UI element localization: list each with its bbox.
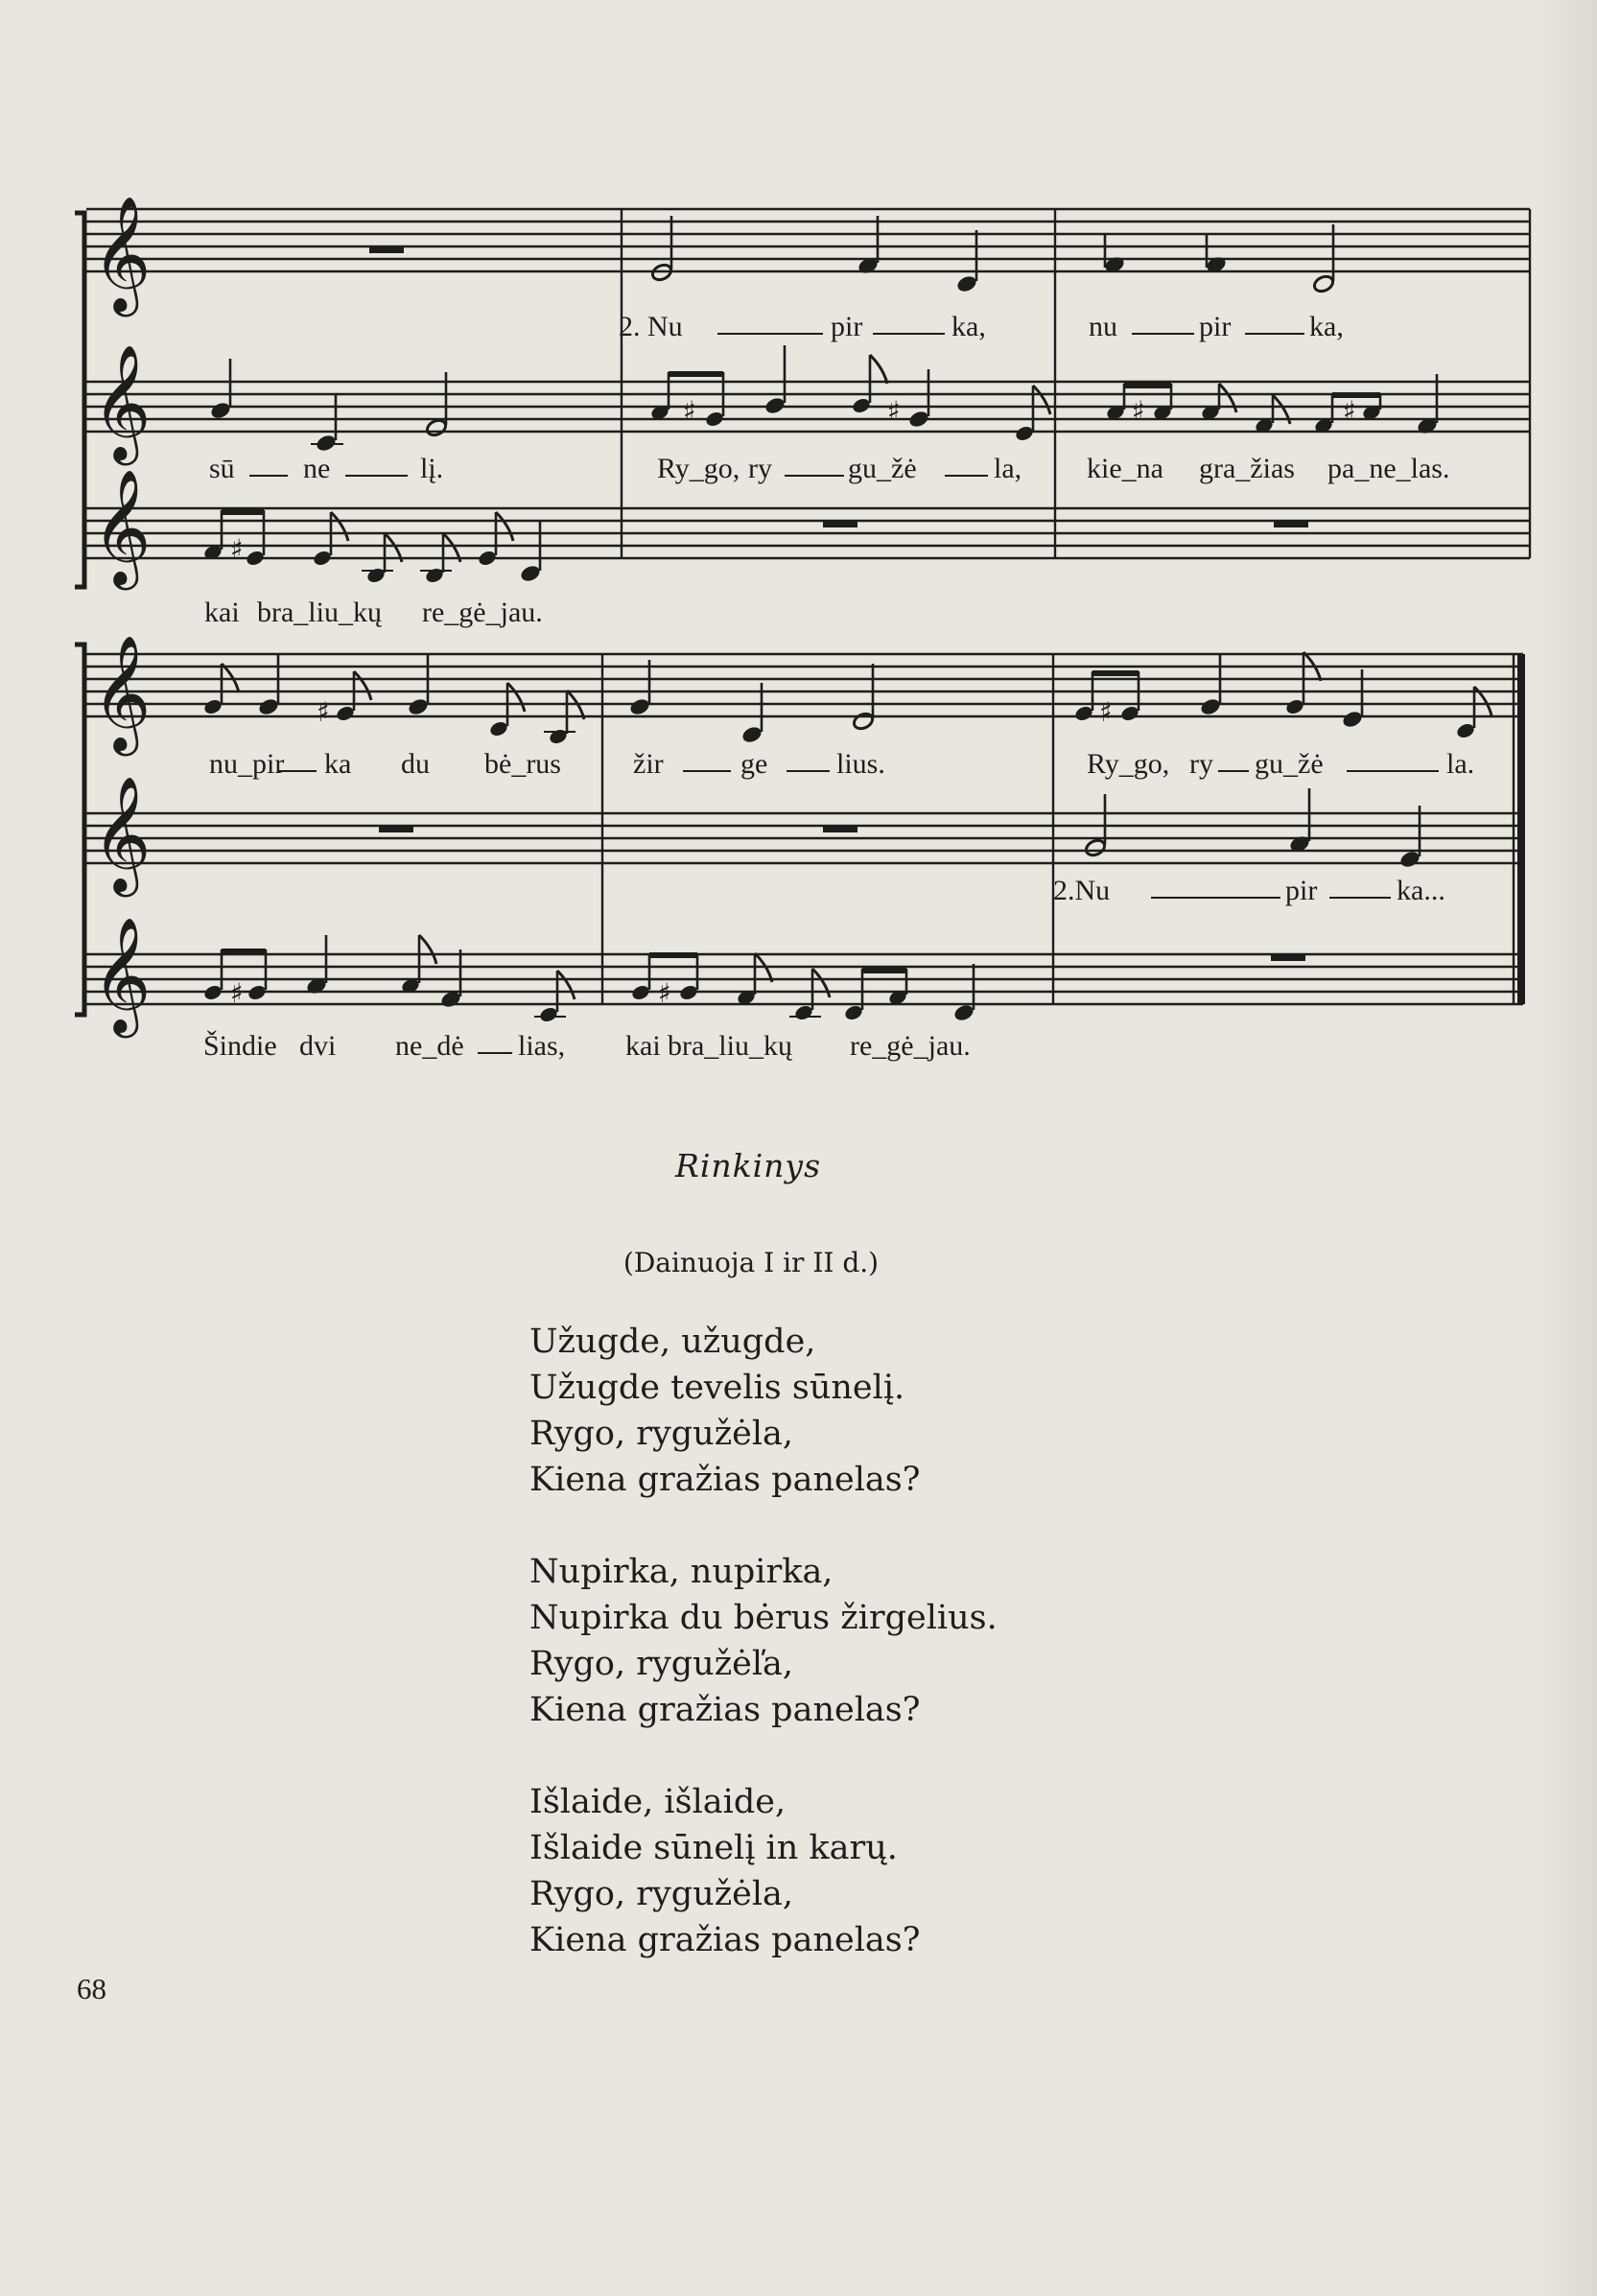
treble-clef-icon: 𝄞: [92, 343, 152, 460]
lyric-line: Užugde, užugde,: [529, 1323, 816, 1361]
treble-clef-icon: 𝄞: [92, 195, 152, 312]
lyric-syllable: pir: [831, 311, 863, 342]
lyric-syllable: la.: [1446, 748, 1475, 780]
lyric-syllable: bė_rus: [484, 748, 561, 780]
lyric-syllable: kai: [204, 597, 240, 628]
sharp-icon: ♯: [658, 977, 671, 1009]
lyric-syllable: dvi: [299, 1030, 337, 1062]
lyric-line: Rygo, rygužėľa,: [529, 1645, 794, 1683]
lyric-syllable: ry: [1189, 748, 1213, 780]
lyric-syllable: du: [401, 748, 430, 780]
song-title: Rinkinys: [674, 1147, 822, 1184]
lyric-syllable: 2.Nu: [1053, 875, 1111, 906]
system-1: [75, 195, 1530, 628]
lyric-syllable: ge: [740, 748, 768, 780]
lyric-syllable: la,: [994, 453, 1022, 484]
lyric-syllable: bra_liu_kų: [668, 1030, 792, 1062]
lyric-syllable: ka...: [1397, 875, 1445, 906]
system-2-voice-2-lyrics: [1053, 875, 1445, 906]
lyrics-block: [529, 1319, 1201, 2009]
whole-rest-icon: [369, 246, 404, 253]
treble-clef-icon: 𝄞: [92, 468, 152, 585]
lyric-syllable: kai: [625, 1030, 661, 1062]
system-1-voice-1-notes: [650, 216, 1335, 294]
stanza: [529, 1319, 1201, 1503]
lyric-line: Išlaide, išlaide,: [529, 1783, 787, 1821]
whole-rest-icon: [379, 826, 413, 832]
system-2: [75, 634, 1523, 1062]
lyric-syllable: pa_ne_las.: [1327, 453, 1450, 484]
lyric-line: Kiena gražias panelas?: [529, 1691, 921, 1729]
lyric-syllable: Šindie: [203, 1030, 277, 1062]
lyric-syllable: pir: [1199, 311, 1232, 342]
lyric-syllable: kie_na: [1087, 453, 1163, 484]
lyric-syllable: lius.: [836, 748, 885, 780]
sharp-icon: ♯: [1099, 696, 1113, 728]
lyric-syllable: ne_dė: [395, 1030, 464, 1062]
whole-rest-icon: [823, 826, 857, 832]
lyric-syllable: gu_žė: [848, 453, 917, 484]
lyric-line: Nupirka du bėrus žirgelius.: [529, 1599, 998, 1637]
treble-clef-icon: 𝄞: [92, 634, 152, 751]
lyric-syllable: 2. Nu: [619, 311, 683, 342]
lyric-syllable: bra_liu_kų: [257, 597, 382, 628]
lyric-line: Išlaide sūnelį in karų.: [529, 1829, 898, 1867]
lyric-syllable: gu_žė: [1255, 748, 1324, 780]
system-1-voice-2-lyrics: [209, 453, 1449, 484]
page-number: 68: [77, 1972, 106, 2005]
whole-rest-icon: [1274, 521, 1308, 527]
stanza: [529, 1549, 1201, 1733]
song-subtitle: (Dainuoja I ir II d.): [622, 1247, 880, 1278]
sharp-icon: ♯: [1343, 395, 1356, 427]
sharp-icon: ♯: [230, 977, 244, 1009]
lyric-syllable: Ry_go,: [1087, 748, 1170, 780]
music-score: [0, 0, 1597, 1074]
system-2-staff-3: [86, 916, 1523, 1038]
lyric-line: Rygo, rygužėla,: [529, 1415, 794, 1453]
system-1-voice-1-lyrics: [619, 311, 1344, 342]
lyric-line: Kiena gražias panelas?: [529, 1461, 921, 1499]
lyric-line: Užugde tevelis sūnelį.: [529, 1369, 905, 1407]
lyric-syllable: ka: [324, 748, 352, 780]
treble-clef-icon: 𝄞: [92, 916, 152, 1033]
sharp-icon: ♯: [230, 533, 244, 565]
treble-clef-icon: 𝄞: [92, 775, 152, 892]
lyric-syllable: gra_žias: [1199, 453, 1295, 484]
lyric-syllable: re_gė_jau.: [422, 597, 543, 628]
whole-rest-icon: [823, 521, 857, 527]
whole-rest-icon: [1271, 954, 1305, 961]
lyric-syllable: ry: [748, 453, 772, 484]
system-2-voice-3-lyrics: [203, 1030, 971, 1062]
lyric-syllable: re_gė_jau.: [850, 1030, 971, 1062]
system-2-voice-1-lyrics: [209, 748, 1474, 780]
system-1-staff-1: [86, 195, 1530, 316]
lyric-syllable: ka,: [1309, 311, 1344, 342]
lyric-syllable: ka,: [951, 311, 986, 342]
system-1-voice-3-lyrics: [204, 597, 543, 628]
lyric-syllable: lį.: [420, 453, 444, 484]
system-2-staff-1: [86, 634, 1523, 756]
lyric-syllable: pir: [1285, 875, 1318, 906]
sharp-icon: ♯: [683, 395, 696, 427]
lyric-syllable: žir: [633, 748, 664, 780]
sharp-icon: ♯: [317, 696, 330, 728]
stanza: [529, 1779, 1201, 1963]
lyric-syllable: nu_pir: [209, 748, 285, 780]
system-1-bracket: [75, 213, 84, 587]
lyric-syllable: ne: [303, 453, 331, 484]
system-2-voice-2-notes: [1084, 788, 1421, 870]
system-2-bracket: [75, 644, 84, 1015]
lyric-line: Kiena gražias panelas?: [529, 1921, 921, 1959]
sharp-icon: ♯: [887, 395, 901, 427]
lyric-syllable: nu: [1089, 311, 1117, 342]
lyric-line: Rygo, rygužėla,: [529, 1875, 794, 1913]
lyric-syllable: sū: [209, 453, 235, 484]
sharp-icon: ♯: [1132, 395, 1145, 427]
lyric-line: Nupirka, nupirka,: [529, 1553, 834, 1591]
system-1-staff-3: [86, 468, 1530, 590]
system-1-staff-2: [86, 343, 1530, 465]
lyric-syllable: lias,: [518, 1030, 566, 1062]
system-1-voice-2-notes: [209, 345, 1439, 454]
lyric-syllable: Ry_go,: [657, 453, 740, 484]
